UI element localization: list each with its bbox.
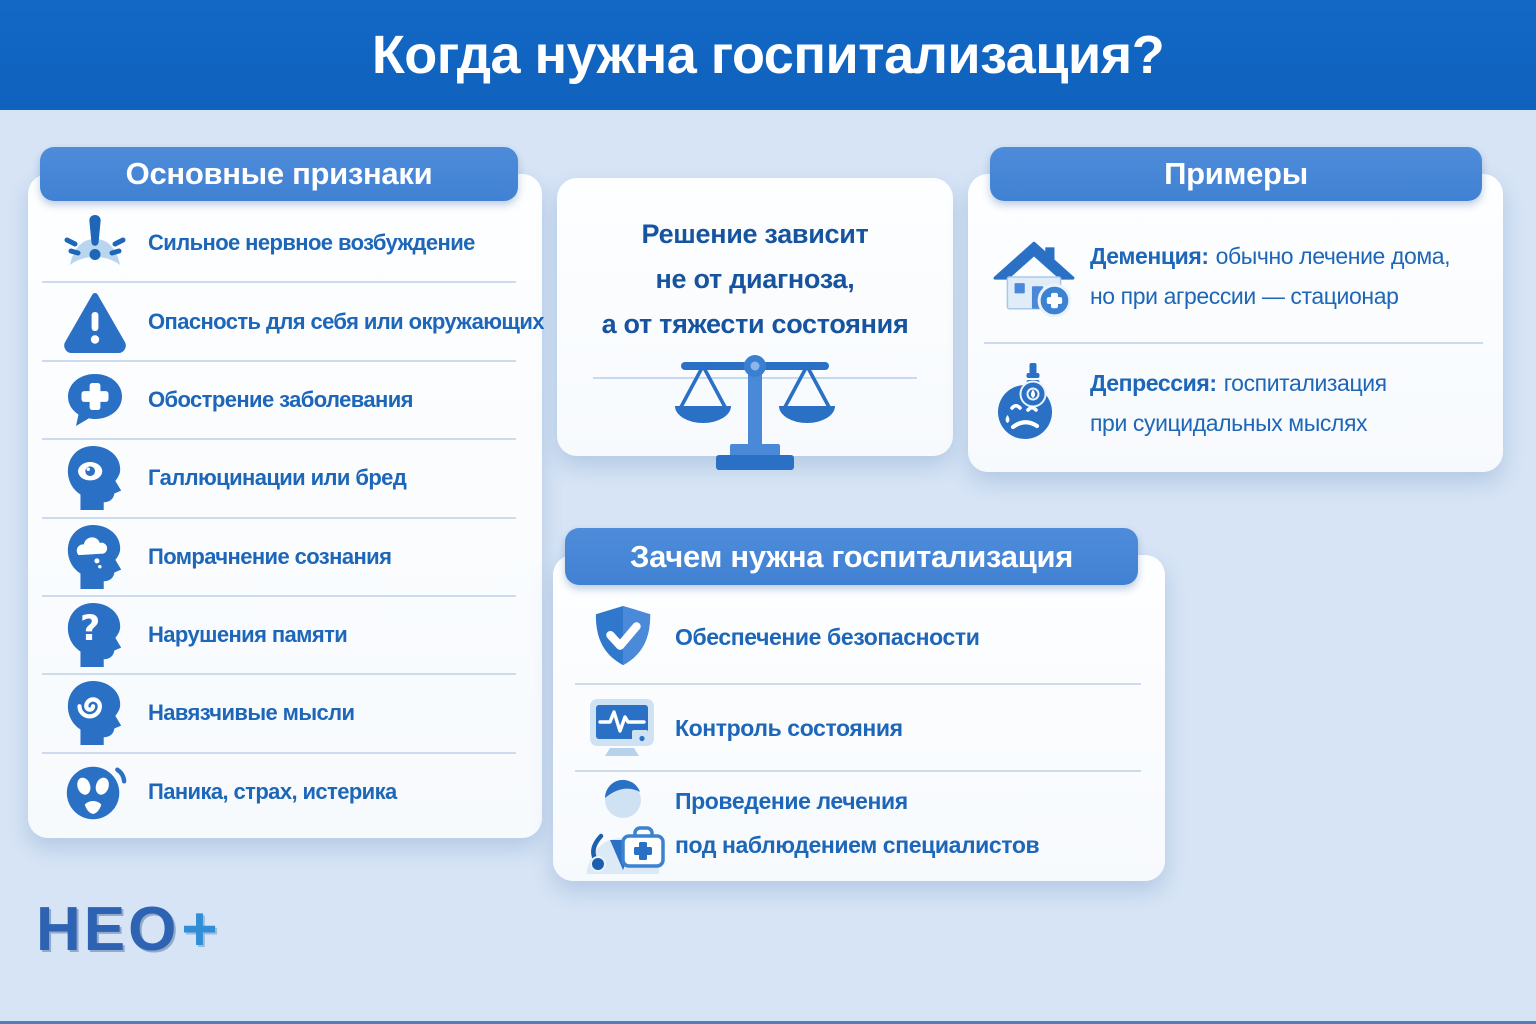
- list-item-label: Нарушения памяти: [148, 622, 348, 648]
- doctor-icon: [575, 772, 671, 874]
- list-item-label: Сильное нервное возбуждение: [148, 230, 475, 256]
- purpose-label: [675, 779, 1039, 867]
- list-item: [42, 205, 516, 283]
- example-line-1: [1090, 363, 1387, 403]
- panic-icon: [42, 758, 148, 826]
- signs-panel-title: [40, 147, 518, 201]
- purpose-panel-title-text: Зачем нужна госпитализация: [629, 538, 1074, 574]
- signs-panel-title-text: Основные признаки: [125, 156, 433, 191]
- warning-icon: [42, 291, 148, 353]
- signs-list: [42, 205, 544, 830]
- example-term: Деменция:: [1090, 243, 1209, 269]
- list-item: [575, 591, 1141, 685]
- scales-icon: [669, 351, 841, 473]
- list-item: [42, 519, 516, 597]
- purpose-panel: [553, 555, 1165, 881]
- purpose-label: Контроль состояния: [675, 714, 903, 741]
- example-line-1: [1090, 236, 1450, 276]
- examples-list: [984, 210, 1483, 462]
- list-item: [42, 362, 516, 440]
- decision-line-1: Решение зависит: [641, 219, 869, 249]
- excitement-icon: [42, 213, 148, 273]
- depression-icon: [984, 363, 1084, 443]
- list-item: [575, 772, 1141, 874]
- examples-panel: [968, 174, 1503, 472]
- example-rest: обычно лечение дома,: [1215, 243, 1451, 269]
- example-text: [1090, 363, 1387, 443]
- example-line-2: но при агрессии — стационар: [1090, 283, 1399, 309]
- decision-line-2: не от диагноза,: [655, 264, 855, 294]
- brand-logo-text: НЕО: [36, 895, 180, 964]
- confusion-icon: [42, 523, 148, 591]
- hallucination-icon: [42, 444, 148, 512]
- list-item-label: Паника, страх, истерика: [148, 778, 397, 804]
- obsession-icon: [42, 679, 148, 747]
- decision-text: [557, 212, 953, 347]
- purpose-line-1: Проведение лечения: [675, 788, 908, 814]
- list-item: [42, 754, 516, 830]
- list-item: [984, 344, 1483, 462]
- header-bar: [0, 0, 1536, 110]
- list-item-label: Обострение заболевания: [148, 386, 413, 412]
- list-item: [42, 440, 516, 518]
- list-item: [575, 685, 1141, 772]
- brand-logo: [36, 894, 221, 965]
- purpose-line-2: под наблюдением специалистов: [675, 832, 1040, 858]
- svg-text:?: ?: [80, 608, 101, 649]
- list-item-label: Галлюцинации или бред: [148, 465, 407, 491]
- example-rest: госпитализация: [1223, 370, 1387, 396]
- examples-panel-title: [990, 147, 1482, 201]
- list-item: [984, 210, 1483, 344]
- purpose-label: Обеспечение безопасности: [675, 624, 980, 650]
- purpose-list: [575, 591, 1141, 871]
- memory-icon: [42, 601, 148, 669]
- monitor-icon: [575, 697, 671, 759]
- page-title: Когда нужна госпитализация?: [371, 25, 1165, 85]
- shield-check-icon: [575, 602, 671, 672]
- decision-card: [557, 178, 953, 456]
- list-item: [42, 283, 544, 361]
- list-item: [42, 597, 516, 675]
- example-text: [1090, 236, 1450, 316]
- house-icon: [984, 235, 1084, 317]
- list-item-label: Помрачнение сознания: [148, 543, 392, 569]
- decision-line-3: а от тяжести состояния: [601, 309, 909, 339]
- examples-panel-title-text: Примеры: [1164, 156, 1308, 191]
- signs-panel: [28, 174, 542, 838]
- list-item: [42, 675, 516, 753]
- list-item-label: Навязчивые мысли: [148, 700, 355, 726]
- medical-bubble-icon: [42, 371, 148, 429]
- list-item-label: Опасность для себя или окружающих: [148, 308, 544, 334]
- example-term: Депрессия:: [1090, 370, 1217, 396]
- plus-icon: +: [181, 895, 221, 964]
- purpose-panel-title: [565, 528, 1138, 585]
- example-line-2: при суицидальных мыслях: [1090, 410, 1368, 436]
